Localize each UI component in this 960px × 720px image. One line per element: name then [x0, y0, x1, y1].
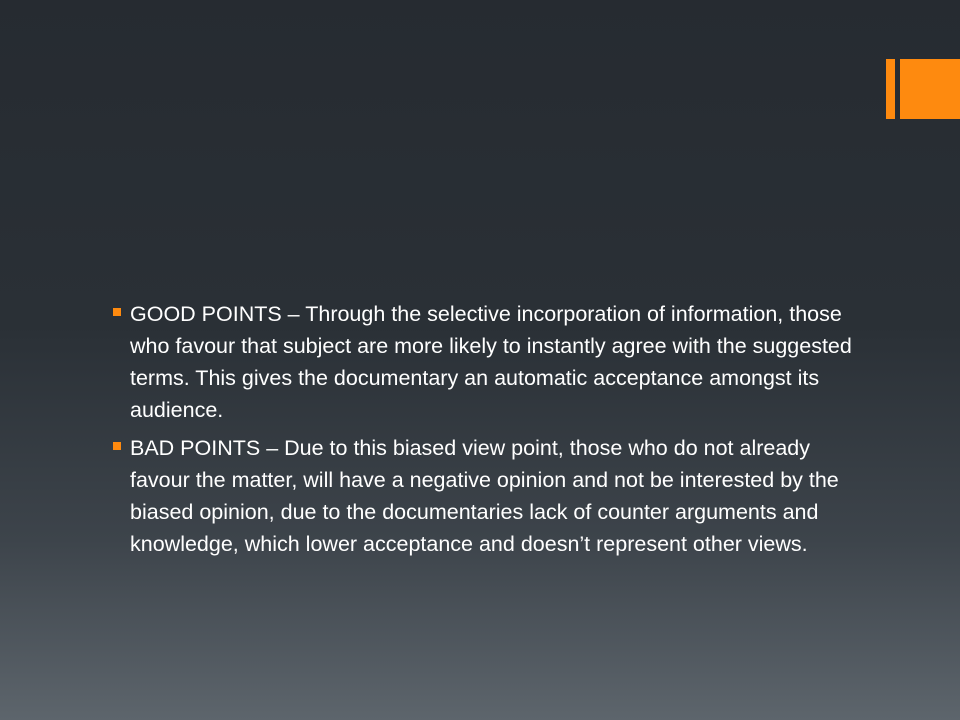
- bullet-list: [112, 298, 852, 566]
- bullet-text: GOOD POINTS – Through the selective incorporation of information, those who favour that subject are more likely to instantly agree with the suggested terms. This gives the documentary an automatic acceptance amongst its audience.: [130, 302, 852, 422]
- bullet-item-bad-points: [112, 432, 852, 560]
- accent-bar-decoration: [886, 59, 895, 119]
- bullet-text: BAD POINTS – Due to this biased view point, those who do not already favour the matter, will have a negative opinion and not be interested by the biased opinion, due to the documentaries lack of counter arguments and knowledge, which lower acceptance and doesn’t represent other views.: [130, 436, 839, 556]
- square-bullet-icon: [113, 308, 121, 316]
- square-bullet-icon: [113, 442, 121, 450]
- bullet-item-good-points: [112, 298, 852, 426]
- accent-block-decoration: [900, 59, 960, 119]
